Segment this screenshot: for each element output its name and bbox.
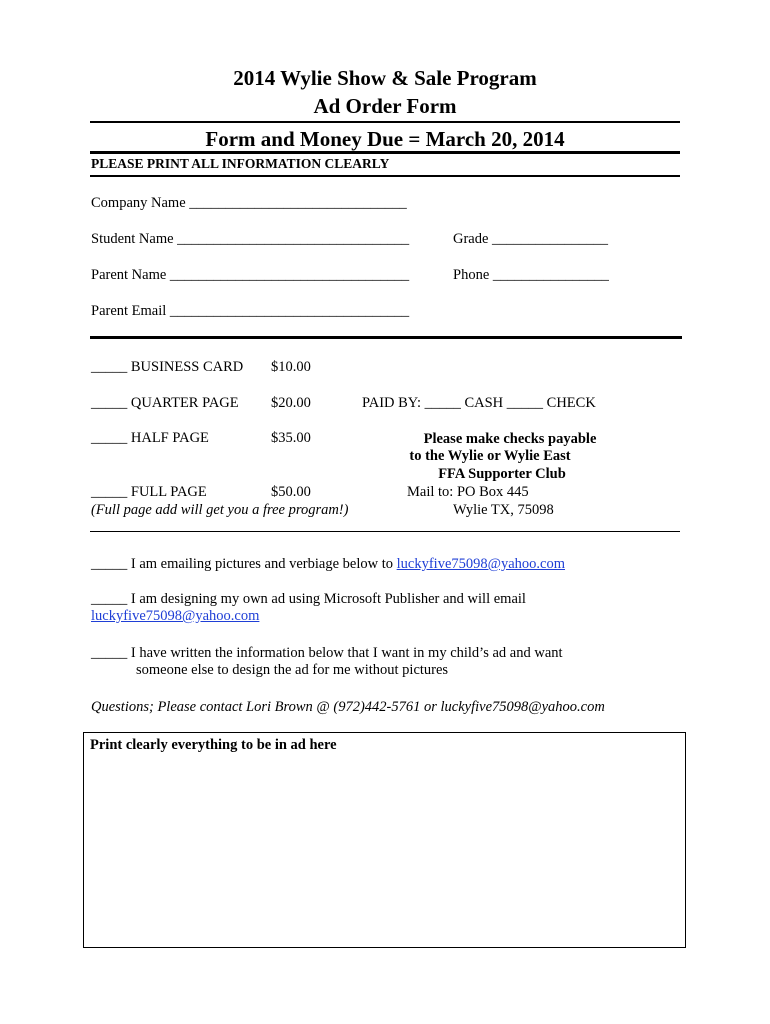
mail-to-city: Wylie TX, 75098 <box>453 502 554 518</box>
written-option[interactable]: _____ I have written the information below that I want in my child’s ad and want <box>91 645 563 661</box>
options-rule <box>90 531 680 532</box>
print-instruction: PLEASE PRINT ALL INFORMATION CLEARLY <box>91 156 390 171</box>
grade-field[interactable]: Grade ________________ <box>453 231 609 247</box>
price-quarter-page: $20.00 <box>271 395 311 411</box>
parent-email-field[interactable]: Parent Email _________________________________ <box>91 303 410 319</box>
student-name-field[interactable]: Student Name ________________________________ <box>91 231 410 247</box>
mail-to-address: Mail to: PO Box 445 <box>407 484 529 500</box>
email-option[interactable] <box>91 556 565 573</box>
email-option-text: _____ I am emailing pictures and verbiage below to <box>91 556 397 572</box>
option-half-page[interactable]: _____ HALF PAGE <box>91 430 209 446</box>
option-business-card[interactable]: _____ BUSINESS CARD <box>91 359 244 375</box>
parent-name-field[interactable]: Parent Name _________________________________ <box>91 267 410 283</box>
payable-line-2: to the Wylie or Wylie East <box>409 448 571 464</box>
due-date-heading: Form and Money Due = March 20, 2014 <box>205 127 565 151</box>
price-half-page: $35.00 <box>271 430 311 446</box>
price-business-card: $10.00 <box>271 359 311 375</box>
due-rule <box>90 151 680 154</box>
phone-field[interactable]: Phone ________________ <box>453 267 609 283</box>
payable-line-3: FFA Supporter Club <box>438 466 566 482</box>
publisher-email-link[interactable]: luckyfive75098@yahoo.com <box>91 608 260 624</box>
form-title: 2014 Wylie Show & Sale Program <box>233 66 537 90</box>
instruction-rule <box>90 175 680 177</box>
price-full-page: $50.00 <box>271 484 311 500</box>
full-page-note: (Full page add will get you a free program!) <box>91 502 349 518</box>
publisher-option[interactable]: _____ I am designing my own ad using Microsoft Publisher and will email <box>91 591 526 607</box>
fields-rule <box>90 336 682 339</box>
paid-by-line[interactable]: PAID BY: _____ CASH _____ CHECK <box>362 395 596 411</box>
option-quarter-page[interactable]: _____ QUARTER PAGE <box>91 395 239 411</box>
title-rule-top <box>90 121 680 123</box>
payable-line-1: Please make checks payable <box>423 431 597 447</box>
ad-content-box[interactable] <box>83 732 686 948</box>
option-full-page[interactable]: _____ FULL PAGE <box>91 484 207 500</box>
email-option-link[interactable]: luckyfive75098@yahoo.com <box>396 556 566 572</box>
form-subtitle: Ad Order Form <box>313 94 457 118</box>
ad-box-label: Print clearly everything to be in ad here <box>90 737 337 753</box>
written-option-continued: someone else to design the ad for me without pictures <box>136 662 449 678</box>
questions-contact: Questions; Please contact Lori Brown @ (972)442-5761 or luckyfive75098@yahoo.com <box>91 699 605 715</box>
company-name-field[interactable]: Company Name ______________________________ <box>91 195 407 211</box>
